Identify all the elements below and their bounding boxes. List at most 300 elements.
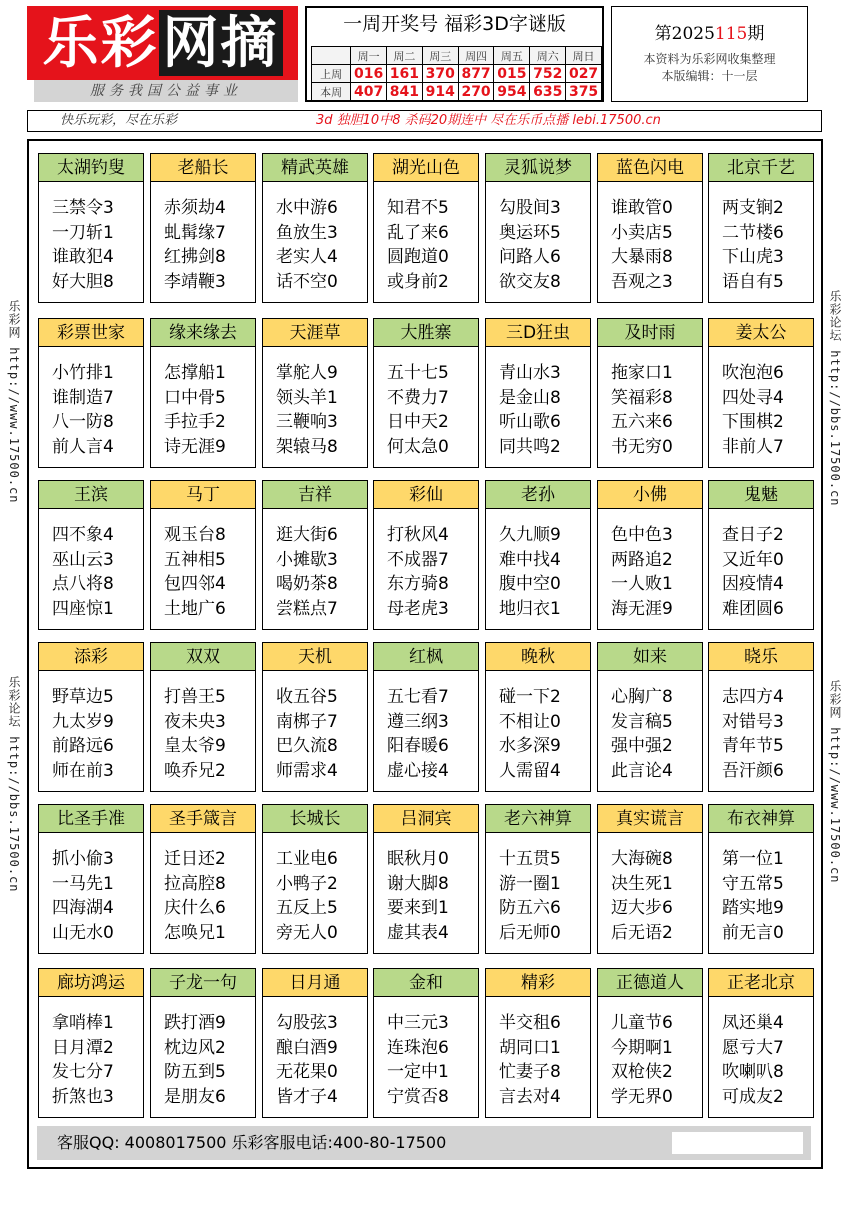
- puzzle-line: 决生死1: [611, 873, 673, 894]
- puzzle-line: 守五常5: [722, 873, 784, 894]
- puzzle-lines: [486, 509, 590, 621]
- issue-box: [611, 6, 808, 102]
- draw-number: 370: [422, 65, 458, 83]
- puzzle-author: 北京千艺: [709, 154, 813, 182]
- puzzle-line: 游一圈1: [499, 873, 561, 894]
- puzzle-line: 八一防8: [52, 412, 114, 432]
- puzzle-cell: [38, 968, 144, 1118]
- puzzle-line: 前无言0: [722, 922, 784, 943]
- puzzle-line: 两路追2: [611, 549, 673, 570]
- puzzle-cell: [485, 318, 591, 468]
- puzzle-cell: [373, 968, 479, 1118]
- puzzle-line: 宁赏否8: [387, 1086, 449, 1107]
- puzzle-line: 领头羊1: [276, 387, 338, 408]
- puzzle-line: 不相让0: [499, 711, 561, 732]
- puzzle-author: 精彩: [486, 969, 590, 997]
- puzzle-line: 何太急0: [387, 436, 449, 457]
- puzzle-line: 下围棋2: [722, 412, 784, 432]
- slogan: 服务我国公益事业: [34, 80, 298, 102]
- puzzle-author: 太湖钓叟: [39, 154, 143, 182]
- draw-number: 375: [566, 83, 602, 101]
- puzzle-author: 红枫: [374, 643, 478, 671]
- puzzle-line: 强中强2: [611, 736, 673, 756]
- puzzle-author: 正德道人: [598, 969, 702, 997]
- puzzle-cell: [597, 318, 703, 468]
- puzzle-line: 语自有5: [722, 271, 784, 292]
- puzzle-cell: [150, 480, 256, 630]
- puzzle-lines: [39, 671, 143, 783]
- puzzle-lines: [263, 509, 367, 621]
- puzzle-line: 阳春暖6: [387, 736, 449, 756]
- puzzle-line: 无花果0: [276, 1062, 338, 1082]
- puzzle-lines: [374, 509, 478, 621]
- draw-number: 752: [530, 65, 566, 83]
- puzzle-author: 晚秋: [486, 643, 590, 671]
- puzzle-line: 奥运环5: [499, 222, 561, 243]
- puzzle-line: 打秋风4: [387, 525, 449, 545]
- puzzle-line: 青山水3: [499, 363, 561, 383]
- puzzle-lines: [709, 509, 813, 621]
- puzzle-line: 手拉手2: [164, 412, 226, 432]
- puzzle-line: 小竹排1: [52, 363, 114, 383]
- puzzle-line: 踏实地9: [722, 898, 784, 918]
- puzzle-line: 一人败1: [611, 574, 673, 594]
- puzzle-line: 水多深9: [499, 736, 561, 756]
- puzzle-line: 腹中空0: [499, 574, 561, 594]
- puzzle-cell: [708, 480, 814, 630]
- puzzle-line: 巴久流8: [276, 736, 338, 756]
- puzzle-cell: [38, 318, 144, 468]
- puzzle-line: 鱼放生3: [276, 222, 338, 243]
- draw-number: 635: [530, 83, 566, 101]
- puzzle-line: 防五到5: [164, 1062, 226, 1082]
- puzzle-cell: [150, 642, 256, 792]
- puzzle-line: 是金山8: [499, 387, 561, 408]
- puzzle-cell: [262, 318, 368, 468]
- puzzle-cell: [38, 804, 144, 954]
- puzzle-line: 小鸭子2: [276, 873, 338, 894]
- day-header: 周五: [494, 47, 530, 65]
- puzzle-author: 鬼魅: [709, 481, 813, 509]
- puzzle-lines: [39, 182, 143, 294]
- day-header: 周三: [422, 47, 458, 65]
- puzzle-author: 添彩: [39, 643, 143, 671]
- puzzle-line: 久九顺9: [499, 525, 561, 545]
- puzzle-line: 折煞也3: [52, 1086, 114, 1107]
- puzzle-lines: [151, 833, 255, 945]
- puzzle-cell: [373, 318, 479, 468]
- puzzle-line: 前路远6: [52, 736, 114, 756]
- puzzle-line: 因疫情4: [722, 574, 784, 594]
- puzzle-line: 打兽王5: [164, 687, 226, 707]
- puzzle-lines: [598, 833, 702, 945]
- puzzle-line: 诗无涯9: [164, 436, 226, 457]
- puzzle-line: 喝奶茶8: [276, 574, 338, 594]
- puzzle-line: 掌舵人9: [276, 363, 338, 383]
- puzzle-line: 李靖鞭3: [164, 271, 226, 292]
- puzzle-line: 青年节5: [722, 736, 784, 756]
- puzzle-line: 不成器7: [387, 549, 449, 570]
- puzzle-line: 勾股间3: [499, 198, 561, 218]
- day-header: 周四: [458, 47, 494, 65]
- puzzle-line: 一马先1: [52, 873, 114, 894]
- puzzle-line: 小卖店5: [611, 222, 673, 243]
- this-week-row: [312, 83, 602, 101]
- puzzle-line: 谢大脚8: [387, 873, 449, 894]
- puzzle-author: 缘来缘去: [151, 319, 255, 347]
- puzzle-cell: [373, 153, 479, 303]
- puzzle-line: 书无穷0: [611, 436, 673, 457]
- puzzle-line: 地归衣1: [499, 598, 561, 619]
- puzzle-lines: [374, 347, 478, 459]
- puzzle-line: 同共鸣2: [499, 436, 561, 457]
- puzzle-line: 怎唤兄1: [164, 922, 226, 943]
- puzzle-line: 逛大街6: [276, 525, 338, 545]
- puzzle-line: 发七分7: [52, 1062, 114, 1082]
- puzzle-line: 连珠泡6: [387, 1037, 449, 1058]
- puzzle-line: 抓小偷3: [52, 849, 114, 869]
- puzzle-line: 乱了来6: [387, 222, 449, 243]
- puzzle-cell: [485, 804, 591, 954]
- puzzle-line: 此言论4: [611, 760, 673, 781]
- puzzle-lines: [486, 997, 590, 1109]
- draw-number: 161: [387, 65, 423, 83]
- puzzle-author: 子龙一句: [151, 969, 255, 997]
- puzzle-grid: [27, 139, 823, 1169]
- puzzle-author: 如来: [598, 643, 702, 671]
- editor-note: 本版编辑：十一层: [661, 69, 758, 83]
- banner: [27, 110, 822, 132]
- puzzle-lines: [598, 347, 702, 459]
- puzzle-cell: [150, 318, 256, 468]
- puzzle-line: 虚心接4: [387, 760, 449, 781]
- puzzle-cell: [262, 153, 368, 303]
- day-header: 周一: [351, 47, 387, 65]
- puzzle-lines: [486, 347, 590, 459]
- puzzle-line: 五反上5: [276, 898, 338, 918]
- puzzle-line: 东方骑8: [387, 574, 449, 594]
- puzzle-line: 愿亏大7: [722, 1037, 784, 1058]
- puzzle-lines: [151, 182, 255, 294]
- puzzle-line: 三鞭响3: [276, 412, 338, 432]
- draw-number: 954: [494, 83, 530, 101]
- puzzle-line: 第一位1: [722, 849, 784, 869]
- puzzle-author: 小佛: [598, 481, 702, 509]
- puzzle-author: 三D狂虫: [486, 319, 590, 347]
- puzzle-line: 收五谷5: [276, 687, 338, 707]
- side-text-left-bottom: 乐彩论坛 http://bbs.17500.cn: [7, 676, 21, 893]
- draw-number: 407: [351, 83, 387, 101]
- puzzle-author: 圣手箴言: [151, 805, 255, 833]
- puzzle-line: 老实人4: [276, 247, 338, 267]
- puzzle-line: 眠秋月0: [387, 849, 449, 869]
- puzzle-cell: [373, 642, 479, 792]
- banner-slogan: 快乐玩彩，尽在乐彩: [60, 113, 178, 128]
- puzzle-cell: [262, 804, 368, 954]
- puzzle-cell: [262, 480, 368, 630]
- puzzle-lines: [39, 833, 143, 945]
- puzzle-lines: [151, 509, 255, 621]
- puzzle-cell: [485, 642, 591, 792]
- puzzle-line: 或身前2: [387, 271, 449, 292]
- puzzle-lines: [39, 509, 143, 621]
- puzzle-line: 欲交友8: [499, 271, 561, 292]
- banner-promo[interactable]: 3d 独胆10中8 杀码20期连中 尽在乐币点播 lebi.17500.cn: [316, 113, 661, 128]
- puzzle-line: 日中天2: [387, 412, 449, 432]
- puzzle-line: 后无语2: [611, 922, 673, 943]
- puzzle-line: 师在前3: [52, 760, 114, 781]
- puzzle-line: 吹泡泡6: [722, 363, 784, 383]
- puzzle-line: 口中骨5: [164, 387, 226, 408]
- puzzle-line: 大海碗8: [611, 849, 673, 869]
- footer-blank-box: [672, 1132, 803, 1154]
- puzzle-lines: [709, 833, 813, 945]
- puzzle-line: 难团圆6: [722, 598, 784, 619]
- puzzle-line: 儿童节6: [611, 1013, 673, 1033]
- issue-prefix: 第2025: [654, 24, 715, 44]
- puzzle-author: 天涯草: [263, 319, 367, 347]
- puzzle-lines: [709, 671, 813, 783]
- puzzle-cell: [373, 480, 479, 630]
- puzzle-lines: [486, 833, 590, 945]
- puzzle-cell: [708, 804, 814, 954]
- puzzle-line: 红拂剑8: [164, 247, 226, 267]
- puzzle-author: 彩票世家: [39, 319, 143, 347]
- puzzle-author: 灵狐说梦: [486, 154, 590, 182]
- this-week-label: 本周: [312, 83, 351, 101]
- puzzle-line: 谁敢犯4: [52, 247, 114, 267]
- puzzle-line: 难中找4: [499, 549, 561, 570]
- logo-text-a: 乐彩: [42, 10, 159, 76]
- puzzle-cell: [262, 642, 368, 792]
- puzzle-lines: [374, 671, 478, 783]
- puzzle-line: 海无涯9: [611, 598, 673, 619]
- puzzle-line: 吾汗颜6: [722, 760, 784, 781]
- puzzle-cell: [150, 153, 256, 303]
- puzzle-line: 旁无人0: [276, 922, 338, 943]
- puzzle-lines: [486, 671, 590, 783]
- puzzle-author: 真实谎言: [598, 805, 702, 833]
- draw-number: 015: [494, 65, 530, 83]
- puzzle-cell: [262, 968, 368, 1118]
- puzzle-line: 对错号3: [722, 711, 784, 732]
- puzzle-line: 下山虎3: [722, 247, 784, 267]
- puzzle-line: 拉高腔8: [164, 873, 226, 894]
- puzzle-line: 土地广6: [164, 598, 226, 619]
- last-week-label: 上周: [312, 65, 351, 83]
- side-text-right-bottom: 乐彩网 http://www.17500.cn: [828, 680, 842, 884]
- draw-number: 016: [351, 65, 387, 83]
- puzzle-lines: [39, 347, 143, 459]
- puzzle-author: 大胜寨: [374, 319, 478, 347]
- puzzle-line: 小摊歇3: [276, 549, 338, 570]
- puzzle-author: 布衣神算: [709, 805, 813, 833]
- puzzle-author: 王滨: [39, 481, 143, 509]
- day-header: 周六: [530, 47, 566, 65]
- puzzle-cell: [708, 318, 814, 468]
- draw-number: 841: [387, 83, 423, 101]
- puzzle-cell: [373, 804, 479, 954]
- puzzle-line: 水中游6: [276, 198, 338, 218]
- puzzle-lines: [151, 997, 255, 1109]
- puzzle-lines: [486, 182, 590, 294]
- puzzle-line: 五神相5: [164, 549, 226, 570]
- puzzle-line: 一刀斩1: [52, 222, 114, 243]
- puzzle-line: 非前人7: [722, 436, 784, 457]
- puzzle-line: 九太岁9: [52, 711, 114, 732]
- puzzle-cell: [597, 153, 703, 303]
- puzzle-cell: [597, 642, 703, 792]
- puzzle-line: 笑福彩8: [611, 387, 673, 408]
- puzzle-line: 勾股弦3: [276, 1013, 338, 1033]
- puzzle-line: 色中色3: [611, 525, 673, 545]
- puzzle-line: 四海湖4: [52, 898, 114, 918]
- puzzle-lines: [263, 347, 367, 459]
- puzzle-line: 中三元3: [387, 1013, 449, 1033]
- puzzle-line: 不费力7: [387, 387, 449, 408]
- puzzle-cell: [485, 968, 591, 1118]
- puzzle-line: 点八将8: [52, 574, 114, 594]
- puzzle-lines: [151, 671, 255, 783]
- puzzle-line: 五十七5: [387, 363, 449, 383]
- day-header: 周二: [387, 47, 423, 65]
- puzzle-author: 晓乐: [709, 643, 813, 671]
- puzzle-lines: [151, 347, 255, 459]
- puzzle-author: 精武英雄: [263, 154, 367, 182]
- puzzle-lines: [263, 833, 367, 945]
- puzzle-line: 观玉台8: [164, 525, 226, 545]
- puzzle-line: 知君不5: [387, 198, 449, 218]
- puzzle-line: 忙妻子8: [499, 1062, 561, 1082]
- puzzle-author: 双双: [151, 643, 255, 671]
- puzzle-line: 五七看7: [387, 687, 449, 707]
- puzzle-cell: [485, 153, 591, 303]
- puzzle-line: 好大胆8: [52, 271, 114, 292]
- puzzle-author: 老孙: [486, 481, 590, 509]
- puzzle-author: 及时雨: [598, 319, 702, 347]
- puzzle-line: 枕边风2: [164, 1037, 226, 1058]
- puzzle-line: 问路人6: [499, 247, 561, 267]
- puzzle-author: 姜太公: [709, 319, 813, 347]
- puzzle-cell: [150, 968, 256, 1118]
- puzzle-line: 唤乔兄2: [164, 760, 226, 781]
- puzzle-cell: [38, 480, 144, 630]
- puzzle-lines: [263, 182, 367, 294]
- last-week-row: [312, 65, 602, 83]
- puzzle-line: 四座惊1: [52, 598, 114, 619]
- puzzle-line: 十五贯5: [499, 849, 561, 869]
- draw-number: 270: [458, 83, 494, 101]
- puzzle-line: 二节楼6: [722, 222, 784, 243]
- puzzle-line: 包四邻4: [164, 574, 226, 594]
- puzzle-author: 蓝色闪电: [598, 154, 702, 182]
- puzzle-author: 正老北京: [709, 969, 813, 997]
- puzzle-line: 可成友2: [722, 1086, 784, 1107]
- puzzle-cell: [150, 804, 256, 954]
- puzzle-line: 胡同口1: [499, 1037, 561, 1058]
- puzzle-line: 拿哨棒1: [52, 1013, 114, 1033]
- puzzle-author: 马丁: [151, 481, 255, 509]
- logo: [27, 6, 298, 80]
- puzzle-lines: [598, 509, 702, 621]
- puzzle-lines: [263, 997, 367, 1109]
- puzzle-line: 谁敢管0: [611, 198, 673, 218]
- puzzle-lines: [598, 182, 702, 294]
- puzzle-line: 迈大步6: [611, 898, 673, 918]
- puzzle-line: 一定中1: [387, 1062, 449, 1082]
- footer: [37, 1126, 811, 1160]
- puzzle-author: 金和: [374, 969, 478, 997]
- puzzle-line: 话不空0: [276, 271, 338, 292]
- puzzle-cell: [38, 153, 144, 303]
- puzzle-line: 夜未央3: [164, 711, 226, 732]
- puzzle-line: 查日子2: [722, 525, 784, 545]
- puzzle-line: 赤须劫4: [164, 198, 226, 218]
- puzzle-author: 天机: [263, 643, 367, 671]
- puzzle-lines: [39, 997, 143, 1109]
- puzzle-cell: [38, 642, 144, 792]
- puzzle-lines: [598, 671, 702, 783]
- puzzle-author: 湖光山色: [374, 154, 478, 182]
- puzzle-lines: [263, 671, 367, 783]
- puzzle-line: 前人言4: [52, 436, 114, 457]
- puzzle-lines: [374, 833, 478, 945]
- puzzle-line: 两支锏2: [722, 198, 784, 218]
- puzzle-line: 凤还巢4: [722, 1013, 784, 1033]
- puzzle-lines: [374, 997, 478, 1109]
- puzzle-line: 工业电6: [276, 849, 338, 869]
- puzzle-line: 听山歌6: [499, 412, 561, 432]
- puzzle-line: 庆什么6: [164, 898, 226, 918]
- puzzle-line: 今期啊1: [611, 1037, 673, 1058]
- puzzle-line: 母老虎3: [387, 598, 449, 619]
- puzzle-lines: [598, 997, 702, 1109]
- source-note: 本资料为乐彩网收集整理: [643, 52, 776, 66]
- puzzle-line: 跌打酒9: [164, 1013, 226, 1033]
- puzzle-line: 拖家口1: [611, 363, 673, 383]
- side-text-left-top: 乐彩网 http://www.17500.cn: [7, 300, 21, 504]
- puzzle-cell: [597, 804, 703, 954]
- puzzle-line: 三禁令3: [52, 198, 114, 218]
- puzzle-line: 酿白酒9: [276, 1037, 338, 1058]
- puzzle-cell: [708, 642, 814, 792]
- puzzle-line: 巫山云3: [52, 549, 114, 570]
- puzzle-line: 发言稿5: [611, 711, 673, 732]
- puzzle-lines: [374, 182, 478, 294]
- draw-number: 877: [458, 65, 494, 83]
- day-header: 周日: [566, 47, 602, 65]
- edition-title: 一周开奖号 福彩3D字谜版: [343, 13, 566, 35]
- puzzle-cell: [597, 480, 703, 630]
- puzzle-line: 日月潭2: [52, 1037, 114, 1058]
- puzzle-author: 日月通: [263, 969, 367, 997]
- puzzle-author: 廊坊鸿运: [39, 969, 143, 997]
- puzzle-cell: [708, 968, 814, 1118]
- draw-days-row: [312, 47, 602, 65]
- puzzle-lines: [709, 347, 813, 459]
- puzzle-line: 要来到1: [387, 898, 449, 918]
- puzzle-line: 师需求4: [276, 760, 338, 781]
- puzzle-line: 言去对4: [499, 1086, 561, 1107]
- puzzle-line: 双枪侠2: [611, 1062, 673, 1082]
- puzzle-lines: [709, 997, 813, 1109]
- draw-results-box: [305, 6, 604, 102]
- puzzle-lines: [709, 182, 813, 294]
- puzzle-line: 圆跑道0: [387, 247, 449, 267]
- puzzle-author: 老船长: [151, 154, 255, 182]
- puzzle-author: 彩仙: [374, 481, 478, 509]
- puzzle-line: 架辕马8: [276, 436, 338, 457]
